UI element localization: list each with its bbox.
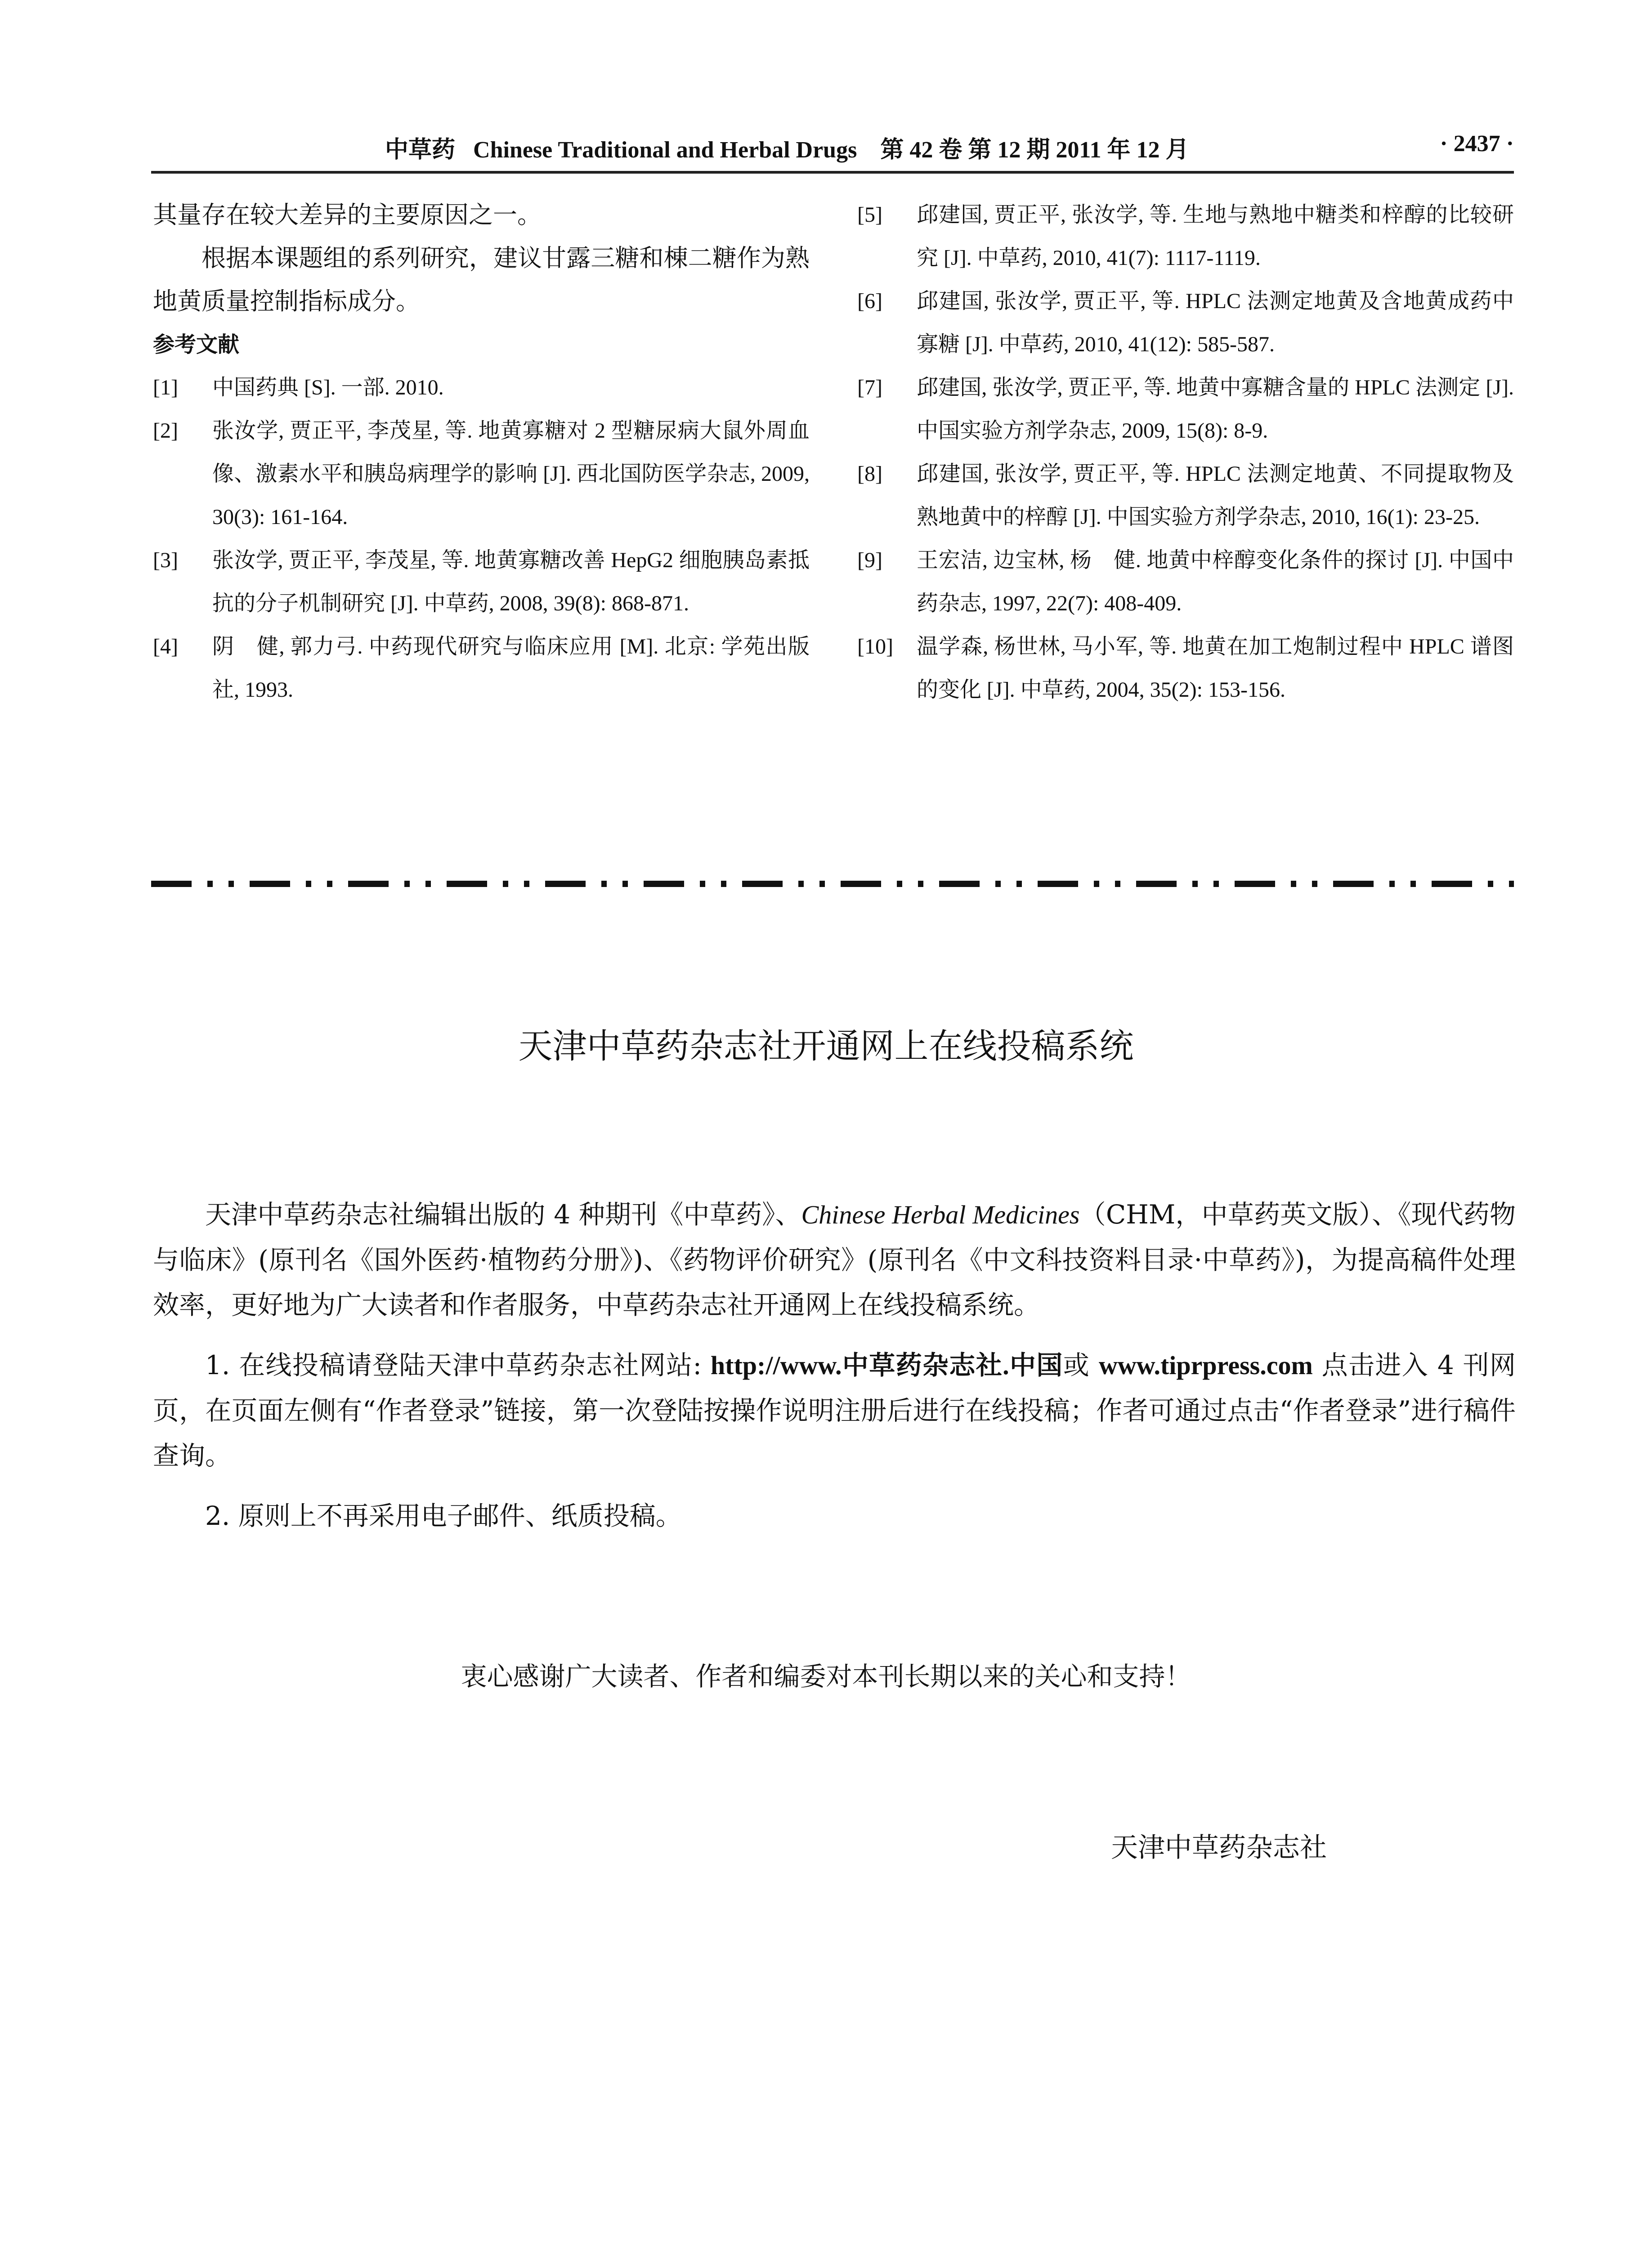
reference-number: [1] — [153, 376, 178, 399]
references-heading: 参考文献 — [153, 332, 240, 357]
running-title — [385, 130, 1189, 164]
reference-item — [857, 280, 1514, 366]
reference-text: 邱建国, 张汝学, 贾正平, 等. HPLC 法测定地黄、不同提取物及熟地黄中的梓醇 [J]. 中国实验方剂学杂志, 2010, 16(1): 23-25. — [917, 462, 1514, 529]
notice-text: 天津中草药杂志社编辑出版的 4 种期刊《中草药》、 — [205, 1199, 801, 1230]
reference-number: [8] — [857, 462, 882, 486]
reference-number: [6] — [857, 289, 882, 313]
reference-text: 阴 健, 郭力弓. 中药现代研究与临床应用 [M]. 北京: 学苑出版社, 1993. — [212, 635, 810, 702]
reference-item — [857, 625, 1514, 712]
notice-paragraph — [153, 1343, 1516, 1478]
body-paragraph: 其量存在较大差异的主要原因之一。 — [153, 201, 542, 229]
reference-item — [857, 452, 1514, 539]
running-header — [151, 130, 1514, 174]
notice-text: 点击进入 4 刊网页，在页面左侧有“作者登录”链接，第一次登陆按操作说明注册后进行在线投稿；作者可通过点击“作者登录”进行稿件查询。 — [153, 1350, 1516, 1471]
thanks-line: 衷心感谢广大读者、作者和编委对本刊长期以来的关心和支持！ — [461, 1661, 1191, 1692]
reference-number: [2] — [153, 419, 178, 443]
reference-text: 邱建国, 张汝学, 贾正平, 等. 地黄中寡糖含量的 HPLC 法测定 [J]. 中国实验方剂学杂志, 2009, 15(8): 8-9. — [917, 376, 1514, 443]
journal-english-name: Chinese Herbal Medicines — [801, 1200, 1080, 1229]
right-column — [857, 193, 1514, 712]
reference-number: [5] — [857, 203, 882, 227]
reference-text: 邱建国, 贾正平, 张汝学, 等. 生地与熟地中糖类和梓醇的比较研究 [J]. 中草药, 2010, 41(7): 1117-1119. — [917, 203, 1514, 270]
notice-title: 天津中草药杂志社开通网上在线投稿系统 — [518, 1026, 1134, 1066]
reference-number: [4] — [153, 635, 178, 659]
notice-text: 1. 在线投稿请登陆天津中草药杂志社网站: — [205, 1350, 711, 1380]
reference-number: [7] — [857, 376, 882, 399]
journal-name-cn: 中草药 — [385, 136, 456, 163]
reference-text: 王宏洁, 边宝林, 杨 健. 地黄中梓醇变化条件的探讨 [J]. 中国中药杂志, 1997, 22(7): 408-409. — [917, 548, 1514, 615]
website-link[interactable]: www.tiprpress.com — [1098, 1351, 1313, 1380]
notice-text: （CHM，中草药英文版）、《现代药物与临床》(原刊名《国外医药·植物药分册》)、《药物评价研究》(原刊名《中文科技资料目录·中草药》)，为提高稿件处理效率，更好地为广大读者和作者服务，中草药杂志社开通网上在线投稿系统。 — [153, 1199, 1516, 1320]
reference-number: [10] — [857, 635, 893, 659]
notice-paragraph — [153, 1192, 1516, 1327]
website-link[interactable]: http://www.中草药杂志社.中国 — [710, 1351, 1063, 1380]
reference-text: 温学森, 杨世林, 马小军, 等. 地黄在加工炮制过程中 HPLC 谱图的变化 [J]. 中草药, 2004, 35(2): 153-156. — [917, 635, 1514, 702]
reference-text: 张汝学, 贾正平, 李茂星, 等. 地黄寡糖对 2 型糖尿病大鼠外周血像、激素水平和胰岛病理学的影响 [J]. 西北国防医学杂志, 2009, 30(3): 161-164. — [212, 419, 810, 529]
signature: 天津中草药杂志社 — [1111, 1832, 1327, 1864]
reference-item — [857, 539, 1514, 625]
reference-item — [153, 366, 810, 409]
reference-number: [3] — [153, 548, 178, 572]
reference-number: [9] — [857, 548, 882, 572]
notice-body — [153, 1192, 1516, 1554]
reference-item — [153, 625, 810, 712]
left-column — [153, 193, 810, 712]
journal-issue-info: Chinese Traditional and Herbal Drugs 第 42 卷 第 12 期 2011 年 12 月 — [473, 137, 1189, 163]
notice-text: 或 — [1063, 1350, 1099, 1380]
reference-text: 张汝学, 贾正平, 李茂星, 等. 地黄寡糖改善 HepG2 细胞胰岛素抵抗的分子机制研究 [J]. 中草药, 2008, 39(8): 868-871. — [212, 548, 810, 615]
reference-item — [153, 539, 810, 625]
reference-text: 中国药典 [S]. 一部. 2010. — [212, 376, 444, 399]
reference-item — [153, 409, 810, 539]
reference-item — [857, 193, 1514, 280]
reference-text: 邱建国, 张汝学, 贾正平, 等. HPLC 法测定地黄及含地黄成药中寡糖 [J]. 中草药, 2010, 41(12): 585-587. — [917, 289, 1514, 356]
notice-paragraph: 2. 原则上不再采用电子邮件、纸质投稿。 — [205, 1501, 682, 1531]
body-paragraph: 根据本课题组的系列研究，建议甘露三糖和棟二糖作为熟地黄质量控制指标成分。 — [153, 244, 810, 315]
page-number: · 2437 · — [1440, 131, 1514, 157]
dash-dot-divider — [151, 879, 1514, 888]
reference-item — [857, 366, 1514, 452]
